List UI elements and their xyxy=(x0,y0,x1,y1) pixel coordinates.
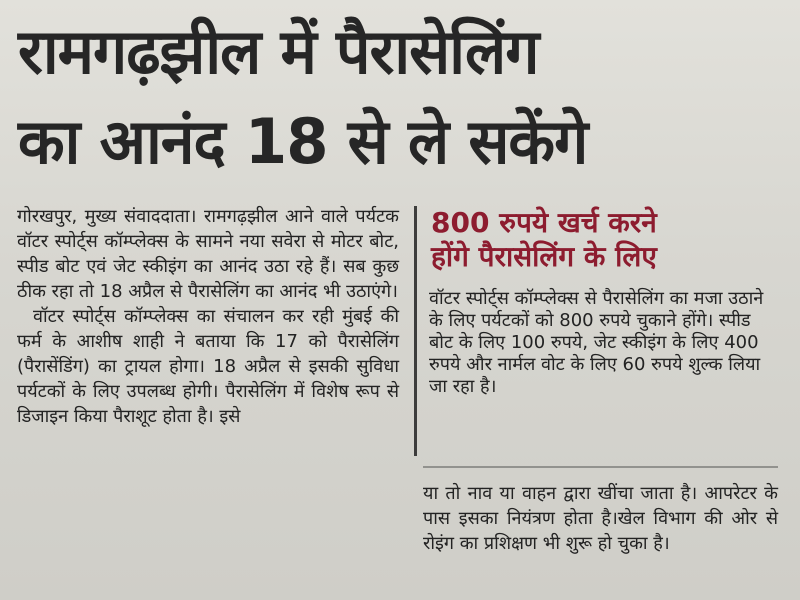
main-article-column xyxy=(17,204,399,429)
sidebar-box-title-line-2: होंगे पैरासेलिंग के लिए xyxy=(431,240,657,273)
article-paragraph-2: वॉटर स्पोर्ट्स कॉम्प्लेक्स का संचालन कर रही मुंबई की फर्म के आशीष शाही ने बताया कि 17 को पैरासेलिंग (पैरासेंडिंग) का ट्रायल होगा। 18 अप्रैल से इसकी सुविधा पर्यटकों के लिए उपलब्ध होगी। पैरासेलिंग में विशेष रूप से डिजाइन किया पैराशूट होता है। इसे xyxy=(17,306,399,427)
sidebar-box-body xyxy=(429,288,778,398)
right-article-column xyxy=(423,481,778,556)
article-paragraph-1: गोरखपुर, मुख्य संवाददाता। रामगढ़झील आने वाले पर्यटक वॉटर स्पोर्ट्स कॉम्प्लेक्स के सामने नया सवेरा से मोटर बोट, स्पीड बोट एवं जेट स्कीइंग का आनंद उठा रहे हैं। सब कुछ ठीक रहा तो 18 अप्रैल से पैरासेलिंग का आनंद भी उठाएंगे। xyxy=(17,206,399,302)
article-continuation: या तो नाव या वाहन द्वारा खींचा जाता है। आपरेटर के पास इसका नियंत्रण होता है।खेल विभाग की ओर से रोइंग का प्रशिक्षण भी शुरू हो चुका है। xyxy=(423,483,778,554)
sidebar-box-text: वॉटर स्पोर्ट्स कॉम्प्लेक्स से पैरासेलिंग का मजा उठाने के लिए पर्यटकों को 800 रुपये चुकाने होंगे। स्पीड बोट के लिए 100 रुपये, जेट स्कीइंग के लिए 400 रुपये और नार्मल वोट के लिए 60 रुपये शुल्क लिया जा रहा है। xyxy=(429,288,764,397)
column-divider xyxy=(414,206,417,456)
headline-line-1: रामगढ़झील में पैरासेलिंग xyxy=(18,15,539,88)
headline-line-2: का आनंद 18 से ले सकेंगे xyxy=(18,105,588,178)
sidebar-box-divider xyxy=(423,466,778,468)
sidebar-box-title-line-1: 800 रुपये खर्च करने xyxy=(431,206,657,239)
sidebar-box-title xyxy=(431,206,778,274)
sidebar-box xyxy=(423,206,778,458)
headline xyxy=(18,10,790,184)
